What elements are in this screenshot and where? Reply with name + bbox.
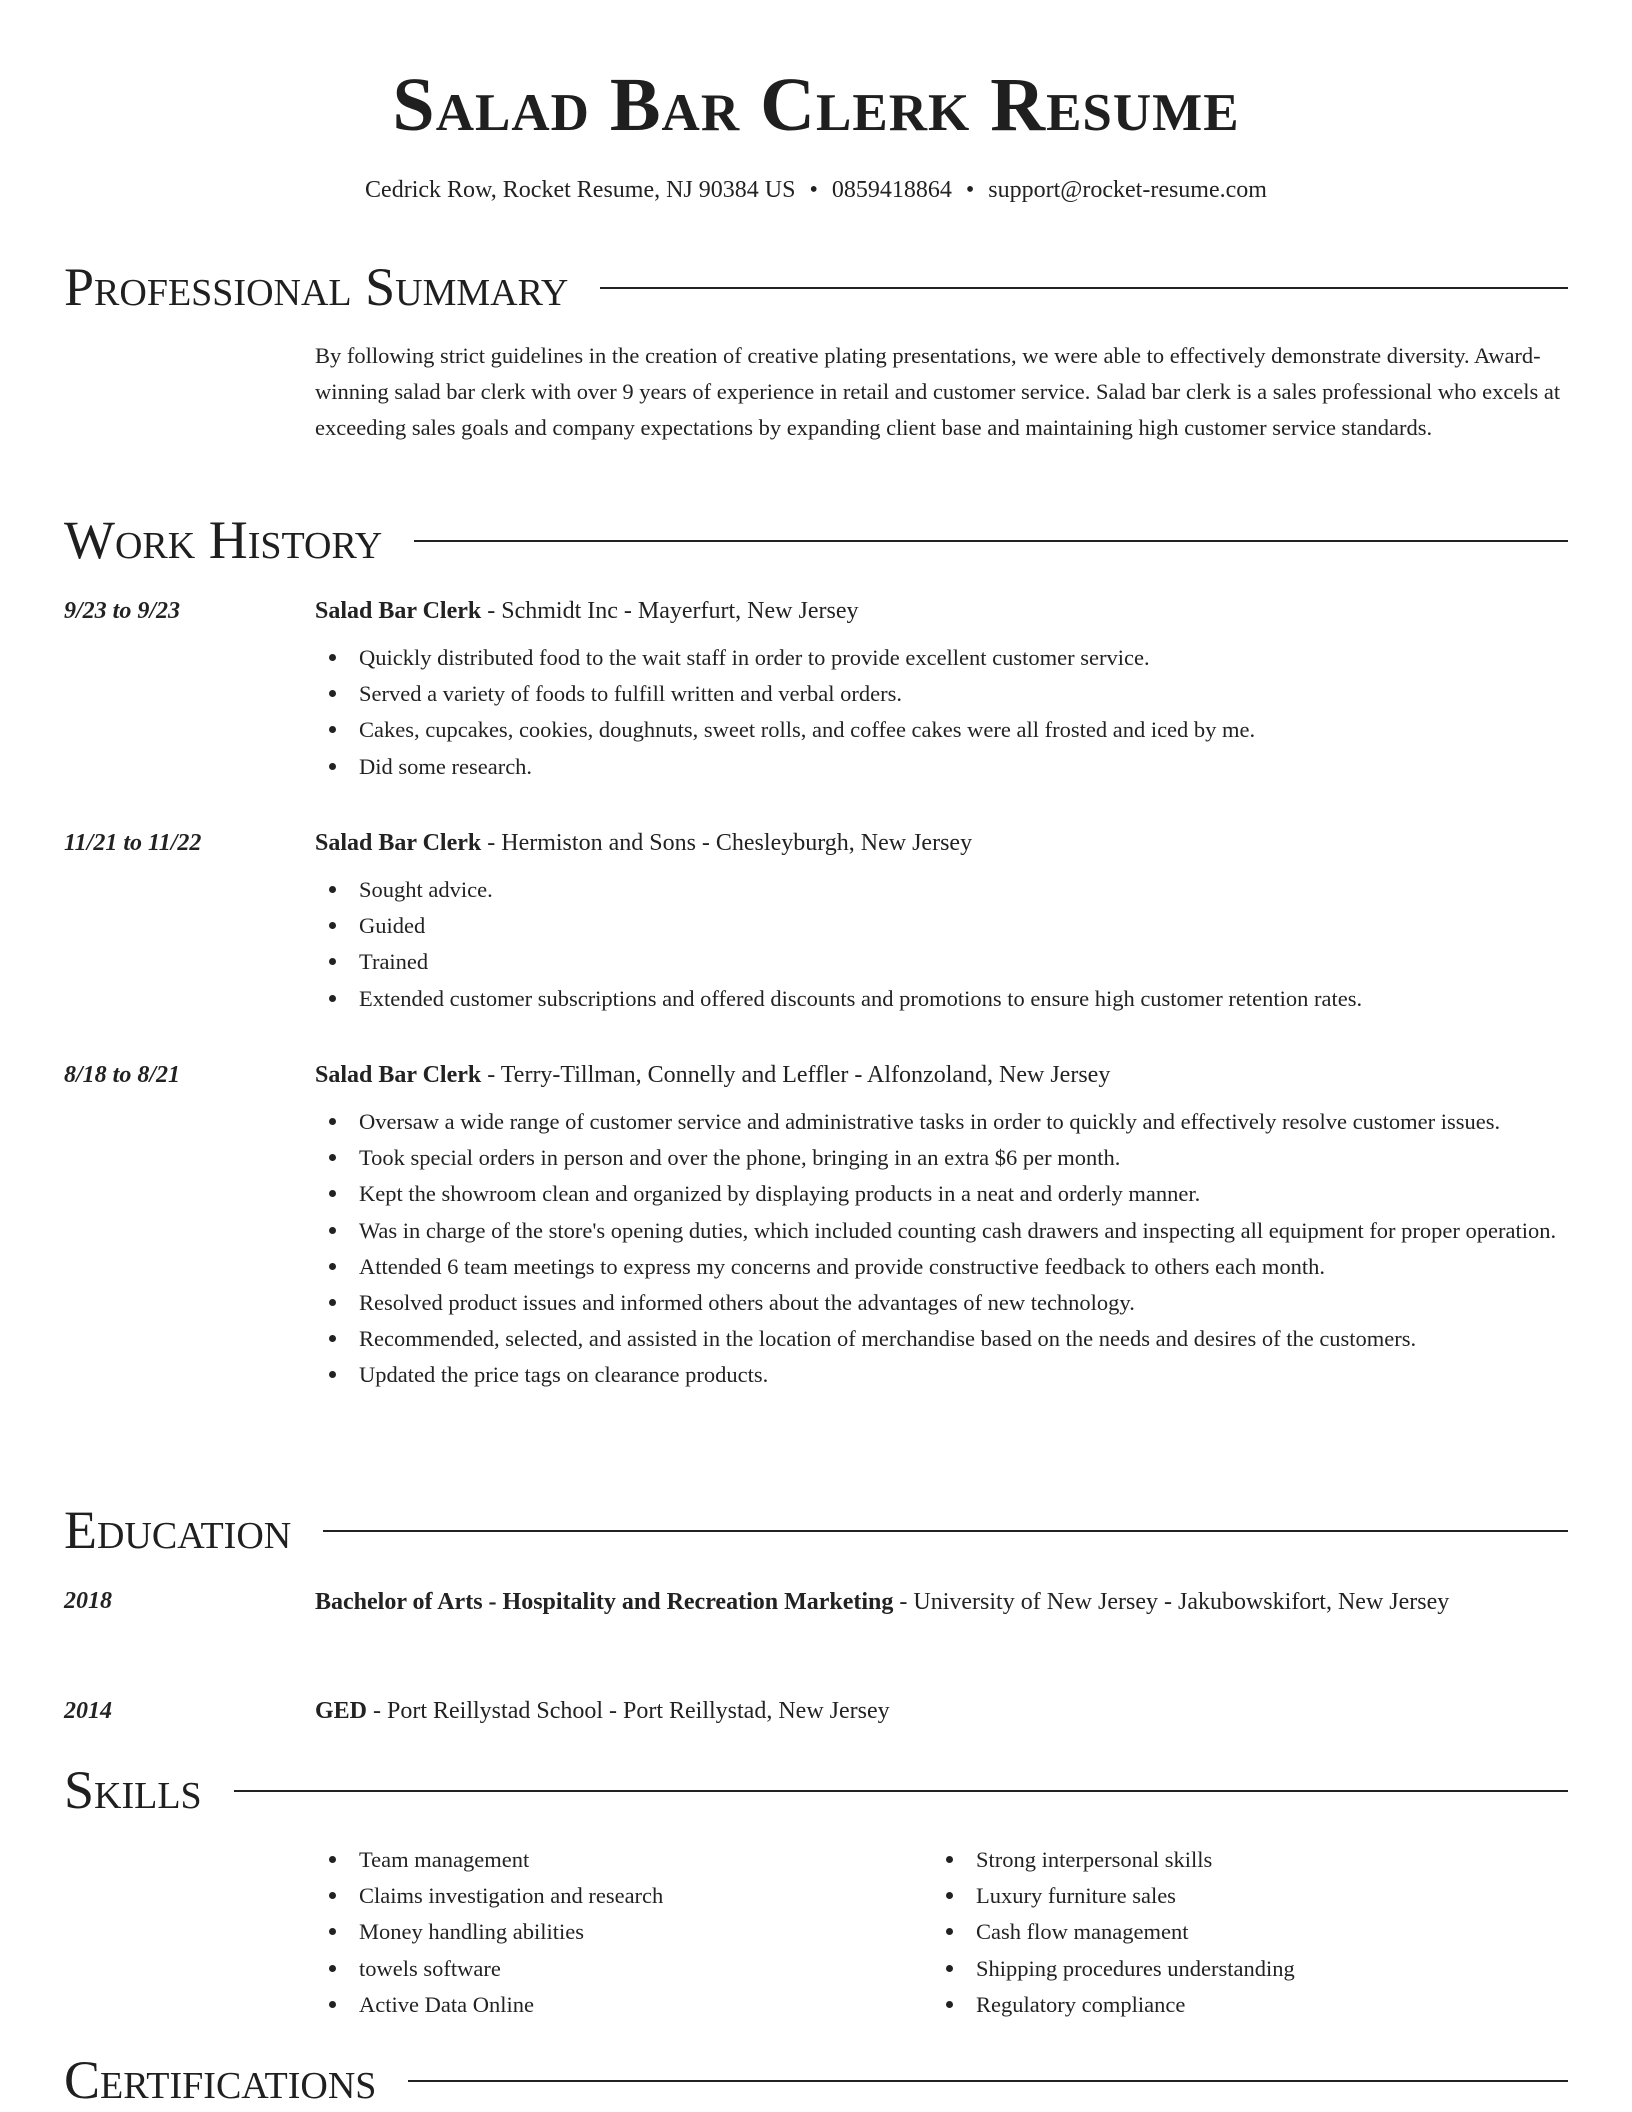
education-line [315, 1692, 1568, 1730]
contact-separator: • [809, 177, 818, 203]
education-degree: Bachelor of Arts - Hospitality and Recreation Marketing [315, 1589, 894, 1615]
job-bullet: Was in charge of the store's opening duties, which included counting cash drawers and inspecting all equipment for proper operation. [315, 1213, 1568, 1249]
skill-item: Strong interpersonal skills [932, 1842, 1549, 1878]
section-heading: Education [64, 1500, 292, 1560]
job-title: Salad Bar Clerk [315, 830, 482, 856]
job-bullets [315, 640, 1568, 785]
section-work-history [64, 508, 1568, 572]
job-bullet: Sought advice. [315, 872, 1568, 908]
job-body [315, 592, 1568, 785]
job-bullet: Extended customer subscriptions and offered discounts and promotions to ensure high customer retention rates. [315, 981, 1568, 1017]
job-bullet: Kept the showroom clean and organized by displaying products in a neat and orderly manner. [315, 1176, 1568, 1212]
job-heading [315, 592, 1568, 630]
skill-item: Shipping procedures understanding [932, 1951, 1549, 1987]
contact-separator: • [965, 177, 975, 203]
job-bullet: Cakes, cupcakes, cookies, doughnuts, sweet rolls, and coffee cakes were all frosted and iced by me. [315, 712, 1568, 748]
job-bullets [315, 1104, 1568, 1394]
job-body [315, 1056, 1568, 1394]
skill-item: towels software [315, 1951, 932, 1987]
summary-text: By following strict guidelines in the creation of creative plating presentations, we were able to effectively demonstrate diversity. Award-winning salad bar clerk with over 9 years of experience in retail and customer service. Salad bar clerk is a sales professional who excels at exceeding sales goals and company expectations by expanding client base and maintaining high customer service standards. [315, 343, 1561, 440]
section-divider [408, 2080, 1568, 2082]
section-heading: Certifications [64, 2050, 377, 2110]
section-divider [323, 1530, 1568, 1532]
job-title: Salad Bar Clerk [315, 598, 482, 624]
job-details: - Terry-Tillman, Connelly and Leffler - Alfonzoland, New Jersey [481, 1062, 1111, 1088]
section-heading: Skills [64, 1760, 202, 1820]
section-heading: Work History [64, 510, 383, 570]
job-bullet: Attended 6 team meetings to express my concerns and provide constructive feedback to others each month. [315, 1249, 1568, 1285]
section-professional-summary [64, 255, 1568, 319]
job-dates: 9/23 to 9/23 [64, 598, 181, 624]
skill-item: Active Data Online [315, 1987, 932, 2023]
section-education [64, 1498, 1568, 1562]
contact-line [0, 175, 1632, 205]
job-dates: 11/21 to 11/22 [64, 830, 202, 856]
job-heading [315, 1056, 1568, 1094]
skills-grid [315, 1842, 1568, 2023]
education-body [315, 1582, 1568, 1622]
education-details: - Port Reillystad School - Port Reillystad, New Jersey [367, 1698, 890, 1724]
section-heading: Professional Summary [64, 257, 569, 317]
contact-email: support@rocket-resume.com [988, 177, 1267, 203]
job-details: - Hermiston and Sons - Chesleyburgh, New Jersey [481, 830, 973, 856]
job-bullets [315, 872, 1568, 1017]
section-skills [64, 1758, 1568, 1822]
resume-title: Salad Bar Clerk Resume [392, 63, 1240, 147]
job-title: Salad Bar Clerk [315, 1062, 482, 1088]
job-bullet: Guided [315, 908, 1568, 944]
job-bullet: Resolved product issues and informed others about the advantages of new technology. [315, 1285, 1568, 1321]
education-year: 2018 [64, 1588, 112, 1614]
section-divider [234, 1790, 1568, 1792]
job-bullet: Served a variety of foods to fulfill written and verbal orders. [315, 676, 1568, 712]
section-certifications [64, 2048, 1568, 2112]
contact-phone: 0859418864 [831, 177, 952, 203]
job-bullet: Updated the price tags on clearance products. [315, 1357, 1568, 1393]
job-heading [315, 824, 1568, 862]
section-divider [600, 287, 1568, 289]
job-bullet: Recommended, selected, and assisted in the location of merchandise based on the needs and desires of the customers. [315, 1321, 1568, 1357]
skill-item: Team management [315, 1842, 932, 1878]
job-bullet: Quickly distributed food to the wait staff in order to provide excellent customer service. [315, 640, 1568, 676]
job-bullet: Took special orders in person and over the phone, bringing in an extra $6 per month. [315, 1140, 1568, 1176]
skill-item: Cash flow management [932, 1914, 1549, 1950]
skill-item: Claims investigation and research [315, 1878, 932, 1914]
job-details: - Schmidt Inc - Mayerfurt, New Jersey [481, 598, 859, 624]
job-dates: 8/18 to 8/21 [64, 1062, 181, 1088]
education-body [315, 1692, 1568, 1730]
skill-item: Luxury furniture sales [932, 1878, 1549, 1914]
skills-column-right [932, 1842, 1549, 2023]
education-line [315, 1582, 1568, 1622]
skill-item: Money handling abilities [315, 1914, 932, 1950]
job-body [315, 824, 1568, 1017]
job-bullet: Trained [315, 944, 1568, 980]
job-bullet: Oversaw a wide range of customer service and administrative tasks in order to quickly and effectively resolve customer issues. [315, 1104, 1568, 1140]
skill-item: Regulatory compliance [932, 1987, 1549, 2023]
job-bullet: Did some research. [315, 749, 1568, 785]
education-degree: GED [315, 1698, 368, 1724]
education-details: - University of New Jersey - Jakubowskifort, New Jersey [893, 1589, 1450, 1615]
skills-column-left [315, 1842, 932, 2023]
contact-address: Cedrick Row, Rocket Resume, NJ 90384 US [365, 177, 796, 203]
education-year: 2014 [64, 1698, 112, 1724]
section-divider [414, 540, 1568, 542]
